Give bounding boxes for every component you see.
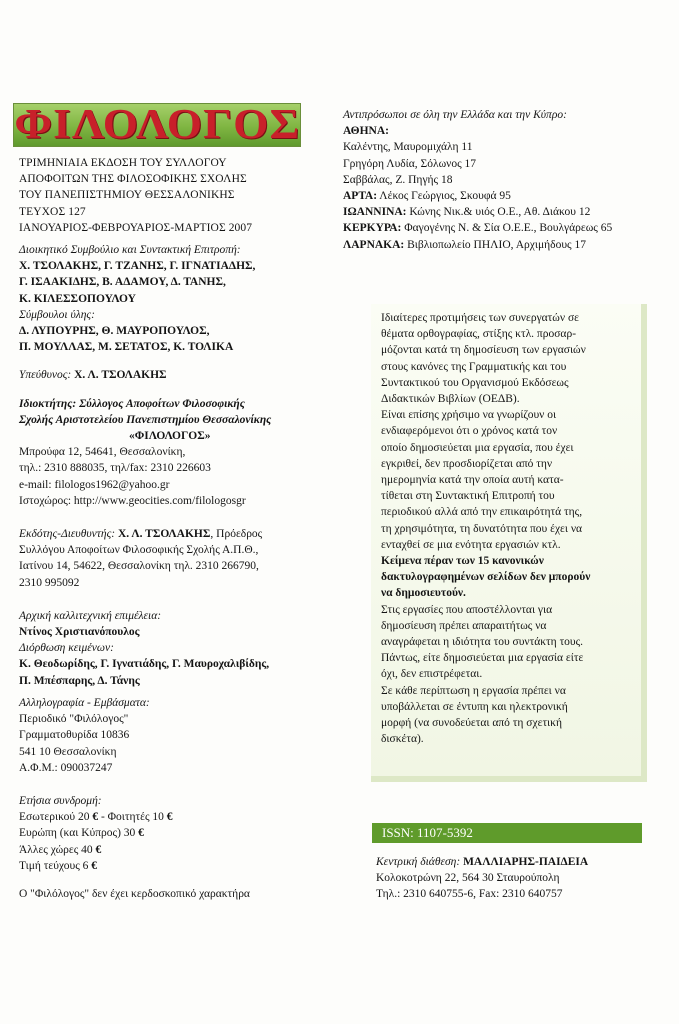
issn-text: ISSN: 1107-5392 [382, 825, 473, 840]
board-section [19, 242, 339, 355]
art-name: Ντίνος Χριστιανόπουλος [19, 626, 140, 639]
board-label: Διοικητικό Συμβούλιο και Συντακτική Επιτροπή: [19, 244, 241, 257]
notice-line: Στις εργασίες που αποστέλλονται για [381, 603, 553, 616]
subscription-section [19, 793, 339, 874]
owner-email: e-mail: filologos1962@yahoo.gr [19, 478, 170, 491]
representative: ΑΡΤΑ: Λέκος Γεώργιος, Σκουφά 95 [343, 190, 511, 203]
owner-label: Ιδιοκτήτης: Σύλλογος Αποφοίτων Φιλοσοφικής [19, 397, 245, 410]
representative: Γρηγόρη Λυδία, Σόλωνος 17 [343, 157, 477, 170]
board-members: Γ. ΙΣΑΑΚΙΔΗΣ, Β. ΑΔΑΜΟΥ, Δ. ΤΑΝΗΣ, [19, 276, 226, 289]
notice-bold-line: δακτυλογραφημένων σελίδων δεν μπορούν [381, 571, 591, 584]
notice-line: στους κανόνες της Γραμματικής και του [381, 360, 567, 373]
correspondence-line: Α.Φ.Μ.: 090037247 [19, 761, 113, 774]
publisher-name: Χ. Λ. ΤΣΟΛΑΚΗΣ [117, 528, 211, 541]
publisher-line: Ιατίνου 14, 54622, Θεσσαλονίκη τηλ. 2310 266790, [19, 560, 259, 573]
notice-line: Πάντως, είτε δημοσιεύεται μια εργασία είτε [381, 652, 584, 665]
representatives-section [343, 107, 663, 253]
responsible-section [19, 367, 339, 383]
editing-section [19, 640, 339, 689]
notice-line: Είναι επίσης χρήσιμο να γνωρίζουν οι [381, 409, 557, 422]
subscription-row: Άλλες χώρες 40 € [19, 843, 102, 856]
notice-line: Συντακτικού του Οργανισμού Εκδόσεως [381, 376, 569, 389]
correspondence-label: Αλληλογραφία - Εμβάσματα: [19, 696, 150, 709]
notice-line: ενταχθεί σε μια ενότητα εργασιών κτλ. [381, 538, 561, 551]
advisors: Π. ΜΟΥΛΛΑΣ, Μ. ΣΕΤΑΤΟΣ, Κ. ΤΟΛΙΚΑ [19, 341, 234, 354]
nonprofit-note: Ο "Φιλόλογος" δεν έχει κερδοσκοπικό χαρακτήρα [19, 887, 250, 900]
publisher-section [19, 526, 339, 591]
editing-label: Διόρθωση κειμένων: [19, 642, 114, 655]
notice-line: μορφή (να συνοδεύεται από τη σχετική [381, 717, 562, 730]
left-column [19, 155, 339, 902]
correspondence-section [19, 695, 339, 776]
notice-line: αναγράφεται η ιδιότητα του συντάκτη τους. [381, 636, 584, 649]
distribution-name: ΜΑΛΛΙΑΡΗΣ-ΠΑΙΔΕΙΑ [463, 856, 589, 868]
owner-label: Σχολής Αριστοτελείου Πανεπιστημίου Θεσσαλονίκης [19, 413, 272, 426]
owner-website: Ιστοχώρος: http://www.geocities.com/filologosgr [19, 494, 246, 507]
editing-names: Κ. Θεοδωρίδης, Γ. Ιγνατιάδης, Γ. Μαυροχαλιβίδης, [19, 658, 270, 671]
distribution-phone: Τηλ.: 2310 640755-6, Fax: 2310 640757 [376, 888, 563, 901]
representative: ΛΑΡΝΑΚΑ: Βιβλιοπωλείο ΠΗΛΙΟ, Αρχιμήδους 17 [343, 238, 586, 251]
subscription-row: Ευρώπη (και Κύπρος) 30 € [19, 827, 144, 840]
art-label: Αρχική καλλιτεχνική επιμέλεια: [19, 609, 162, 622]
publisher-line: Συλλόγου Αποφοίτων Φιλοσοφικής Σχολής Α.Π.Θ., [19, 544, 259, 557]
submission-notice-box [371, 304, 647, 782]
representative: ΙΩΑΝΝΙΝΑ: Κώνης Νικ.& υιός Ο.Ε., Αθ. Διάκου 12 [343, 206, 591, 219]
subscription-label: Ετήσια συνδρομή: [19, 794, 102, 807]
notice-line: όχι, δεν επιστρέφεται. [381, 668, 483, 681]
notice-line: Ιδιαίτερες προτιμήσεις των συνεργατών σε [381, 312, 579, 324]
notice-line: οποίο δημοσιεύεται μια εργασία, που έχει [381, 441, 574, 454]
masthead-line: ΑΠΟΦΟΙΤΩΝ ΤΗΣ ΦΙΛΟΣΟΦΙΚΗΣ ΣΧΟΛΗΣ [19, 173, 247, 186]
notice-line: μόζονται κατά τη δημοσίευση των εργασιών [381, 344, 586, 357]
notice-line: δημοσίευση πρέπει απαραιτήτως να [381, 619, 547, 632]
representative: Σαββάλας, Ζ. Πηγής 18 [343, 173, 453, 186]
magazine-logo [13, 103, 301, 147]
notice-line: υποβάλλεται σε έντυπη και ηλεκτρονική [381, 700, 568, 713]
owner-address: Μπρούφα 12, 54641, Θεσσαλονίκη, [19, 446, 186, 459]
owner-phone: τηλ.: 2310 888035, τηλ/fax: 2310 226603 [19, 462, 211, 475]
masthead [19, 155, 339, 236]
notice-line: θέματα ορθογραφίας, στίξης κτλ. προσαρ- [381, 328, 577, 341]
masthead-issue: ΤΕΥΧΟΣ 127 [19, 205, 86, 218]
board-members: Χ. ΤΣΟΛΑΚΗΣ, Γ. ΤΖΑΝΗΣ, Γ. ΙΓΝΑΤΙΑΔΗΣ, [19, 260, 256, 273]
notice-line: τη χρησιμότητα, τη δυνατότητα που έχει να [381, 522, 583, 535]
logo-text: ΦΙΛΟΛΟΓΟΣ [14, 102, 300, 148]
subscription-row: Τιμή τεύχους 6 € [19, 859, 98, 872]
advisors-label: Σύμβουλοι ύλης: [19, 308, 95, 321]
art-section [19, 608, 339, 640]
correspondence-line: 541 10 Θεσσαλονίκη [19, 745, 117, 758]
notice-line: ενδιαφερόμενοι ότι ο χρόνος κατά τον [381, 425, 558, 438]
notice-bold-line: να δημοσιευτούν. [381, 587, 466, 600]
notice-line: ημερομηνία κατά την οποία αυτή κατα- [381, 474, 564, 487]
notice-line: Διδακτικών Βιβλίων (ΟΕΔΒ). [381, 393, 520, 406]
representatives-label: Αντιπρόσωποι σε όλη την Ελλάδα και την Κύπρο: [343, 109, 567, 121]
representative: ΚΕΡΚΥΡΑ: Φαγογένης Ν. & Σία Ο.Ε.Ε., Βουλγάρεως 65 [343, 222, 613, 235]
correspondence-line: Περιοδικό "Φιλόλογος" [19, 713, 129, 726]
advisors: Δ. ΛΥΠΟΥΡΗΣ, Θ. ΜΑΥΡΟΠΟΥΛΟΣ, [19, 325, 210, 338]
notice-bold-line: Κείμενα πέραν των 15 κανονικών [381, 555, 544, 568]
publisher-title: , Πρόεδρος [210, 528, 263, 541]
responsible-label: Υπεύθυνος: [19, 369, 72, 382]
masthead-line: ΤΟΥ ΠΑΝΕΠΙΣΤΗΜΙΟΥ ΘΕΣΣΑΛΟΝΙΚΗΣ [19, 189, 235, 202]
notice-line: εγκριθεί, δεν προσδιορίζεται από την [381, 457, 553, 470]
notice-line: περιοδικού αλλά από την επικαιρότητά της, [381, 506, 583, 519]
distribution-label: Κεντρική διάθεση: [376, 856, 461, 868]
board-members: Κ. ΚΙΛΕΣΣΟΠΟΥΛΟΥ [19, 292, 136, 305]
representative: Καλέντης, Μαυρομιχάλη 11 [343, 141, 473, 154]
owner-section [19, 396, 339, 509]
issn-bar [372, 823, 642, 843]
distribution-section [376, 854, 666, 903]
editing-names: Π. Μπέσπαρης, Δ. Τάνης [19, 674, 140, 687]
subscription-row: Εσωτερικού 20 € - Φοιτητές 10 € [19, 811, 173, 824]
masthead-line: ΤΡΙΜΗΝΙΑΙΑ ΕΚΔΟΣΗ ΤΟΥ ΣΥΛΛΟΓΟΥ [19, 157, 227, 169]
responsible-name: Χ. Λ. ΤΣΟΛΑΚΗΣ [74, 369, 167, 382]
notice-line: δισκέτα). [381, 733, 424, 746]
owner-name: «ΦΙΛΟΛΟΓΟΣ» [129, 430, 211, 443]
notice-line: τίθεται στη Συντακτική Επιτροπή του [381, 490, 555, 503]
publisher-label: Εκδότης-Διευθυντής: [19, 528, 116, 541]
notice-line: Σε κάθε περίπτωση η εργασία πρέπει να [381, 684, 566, 697]
distribution-address: Κολοκοτρώνη 22, 564 30 Σταυρούπολη [376, 872, 560, 885]
masthead-period: ΙΑΝΟΥΑΡΙΟΣ-ΦΕΒΡΟΥΑΡΙΟΣ-ΜΑΡΤΙΟΣ 2007 [19, 221, 253, 234]
city-athens: ΑΘΗΝΑ: [343, 125, 389, 138]
publisher-line: 2310 995092 [19, 576, 80, 589]
correspondence-line: Γραμματοθυρίδα 10836 [19, 729, 130, 742]
